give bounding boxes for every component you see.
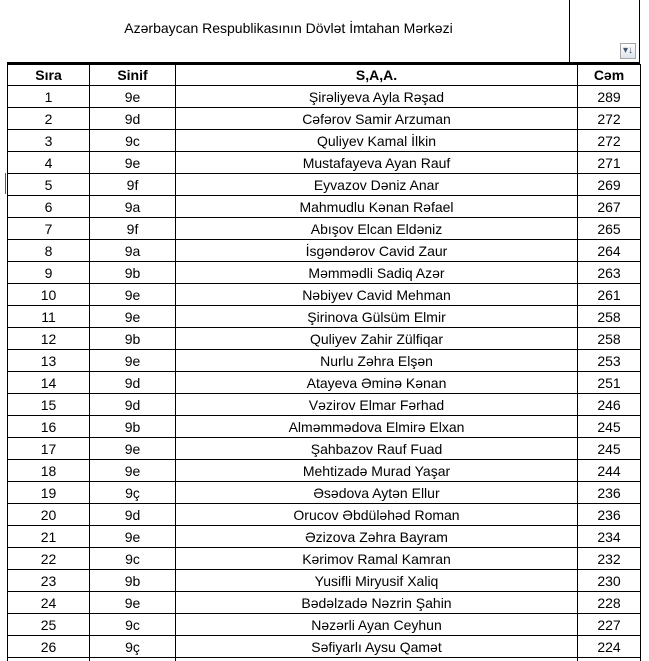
cell-saa[interactable]: Əzizova Zəhra Bayram: [176, 526, 578, 548]
cell-cem[interactable]: 234: [578, 526, 641, 548]
cell-sinif[interactable]: 9d: [90, 372, 176, 394]
table-row: [8, 394, 641, 416]
cell-saa[interactable]: Nəzərli Ayan Ceyhun: [176, 614, 578, 636]
cell-sira[interactable]: 10: [8, 284, 90, 306]
cell-sira[interactable]: 20: [8, 504, 90, 526]
cell-sinif[interactable]: 9c: [90, 548, 176, 570]
cell-sira[interactable]: 3: [8, 130, 90, 152]
cell-cem[interactable]: 224: [578, 636, 641, 658]
cell-sinif[interactable]: 9e: [90, 86, 176, 108]
table-row: [8, 328, 641, 350]
cell-sinif[interactable]: 9a: [90, 240, 176, 262]
cell-cem[interactable]: 258: [578, 306, 641, 328]
table-row: [8, 196, 641, 218]
cell-sinif[interactable]: 9ç: [90, 636, 176, 658]
table-header-row: [8, 65, 641, 86]
cell-cem[interactable]: [578, 658, 641, 661]
cell-sinif[interactable]: 9c: [90, 130, 176, 152]
cell-sinif[interactable]: [90, 658, 176, 661]
cell-sinif[interactable]: 9d: [90, 394, 176, 416]
cell-sinif[interactable]: 9d: [90, 504, 176, 526]
cell-saa[interactable]: Abışov Elcan Eldəniz: [176, 218, 578, 240]
cell-cem[interactable]: 272: [578, 108, 641, 130]
table-row: [8, 416, 641, 438]
cell-cem[interactable]: 253: [578, 350, 641, 372]
cell-saa[interactable]: Səfiyarlı Aysu Qamət: [176, 636, 578, 658]
table-row: [8, 306, 641, 328]
column-header-saa[interactable]: S,A,A.: [176, 65, 578, 86]
cell-saa[interactable]: Alməmmədova Elmirə Elxan: [176, 416, 578, 438]
cell-cem[interactable]: 264: [578, 240, 641, 262]
cell-cem[interactable]: 261: [578, 284, 641, 306]
cell-cem[interactable]: 271: [578, 152, 641, 174]
table-row: [8, 262, 641, 284]
table-row: [8, 152, 641, 174]
cell-cem[interactable]: 245: [578, 416, 641, 438]
column-header-cem[interactable]: Cəm: [578, 65, 641, 86]
cell-saa[interactable]: Atayeva Əminə Kənan: [176, 372, 578, 394]
cell-cem[interactable]: 244: [578, 460, 641, 482]
cell-sira[interactable]: 11: [8, 306, 90, 328]
cell-saa[interactable]: Eyvazov Dəniz Anar: [176, 174, 578, 196]
cell-sinif[interactable]: 9e: [90, 438, 176, 460]
cell-cem[interactable]: 265: [578, 218, 641, 240]
cell-sira[interactable]: 8: [8, 240, 90, 262]
cell-saa[interactable]: Quliyev Kamal İlkin: [176, 130, 578, 152]
cell-sinif[interactable]: 9e: [90, 152, 176, 174]
cell-saa[interactable]: Mahmudlu Kənan Rəfael: [176, 196, 578, 218]
table-row: [8, 438, 641, 460]
cell-sira[interactable]: 13: [8, 350, 90, 372]
column-header-sira[interactable]: Sıra: [8, 65, 90, 86]
cell-sinif[interactable]: 9e: [90, 350, 176, 372]
cell-cem[interactable]: 236: [578, 482, 641, 504]
cell-cem[interactable]: 258: [578, 328, 641, 350]
cell-saa[interactable]: Nəbiyev Cavid Mehman: [176, 284, 578, 306]
table-row: [8, 86, 641, 108]
cell-saa[interactable]: Kərimov Ramal Kamran: [176, 548, 578, 570]
cell-sira[interactable]: 4: [8, 152, 90, 174]
table-row: [8, 482, 641, 504]
table-row: [8, 504, 641, 526]
cell-saa[interactable]: Orucov Əbdüləhəd Roman: [176, 504, 578, 526]
cell-sinif[interactable]: 9e: [90, 306, 176, 328]
cell-saa[interactable]: [176, 658, 578, 661]
cell-sira[interactable]: 19: [8, 482, 90, 504]
cell-saa[interactable]: Cəfərov Samir Arzuman: [176, 108, 578, 130]
cell-saa[interactable]: İsgəndərov Cavid Zaur: [176, 240, 578, 262]
cell-saa[interactable]: Nurlu Zəhra Elşən: [176, 350, 578, 372]
table-row-partial: [8, 658, 641, 661]
cell-sira[interactable]: 24: [8, 592, 90, 614]
cell-saa[interactable]: Şirəliyeva Ayla Rəşad: [176, 86, 578, 108]
cell-cem[interactable]: 228: [578, 592, 641, 614]
cell-sinif[interactable]: 9e: [90, 284, 176, 306]
table-row: [8, 350, 641, 372]
table-row: [8, 570, 641, 592]
cell-saa[interactable]: Şirinova Gülsüm Elmir: [176, 306, 578, 328]
cell-cem[interactable]: 263: [578, 262, 641, 284]
cell-saa[interactable]: Məmmədli Sadiq Azər: [176, 262, 578, 284]
cell-saa[interactable]: Yusifli Miryusif Xaliq: [176, 570, 578, 592]
column-header-sinif[interactable]: Sinif: [90, 65, 176, 86]
cell-sinif[interactable]: 9ç: [90, 482, 176, 504]
cell-sira[interactable]: 12: [8, 328, 90, 350]
table-row: [8, 174, 641, 196]
results-table: [7, 64, 641, 661]
cell-sira[interactable]: 9: [8, 262, 90, 284]
table-row: [8, 460, 641, 482]
sheet-right-margin: [641, 0, 649, 661]
table-row: [8, 614, 641, 636]
cell-cem[interactable]: 246: [578, 394, 641, 416]
cell-sinif[interactable]: 9b: [90, 262, 176, 284]
cell-sira[interactable]: 7: [8, 218, 90, 240]
cell-sira[interactable]: 18: [8, 460, 90, 482]
cell-sinif[interactable]: 9b: [90, 416, 176, 438]
cell-sinif[interactable]: 9b: [90, 328, 176, 350]
cell-cem[interactable]: 245: [578, 438, 641, 460]
cell-sinif[interactable]: 9a: [90, 196, 176, 218]
cell-sinif[interactable]: 9f: [90, 174, 176, 196]
cell-sira[interactable]: 5: [8, 174, 90, 196]
table-row: [8, 548, 641, 570]
cell-sira[interactable]: 23: [8, 570, 90, 592]
cell-saa[interactable]: Vəzirov Elmar Fərhad: [176, 394, 578, 416]
cell-cem[interactable]: 289: [578, 86, 641, 108]
cell-sira[interactable]: 22: [8, 548, 90, 570]
table-row: [8, 108, 641, 130]
cell-saa[interactable]: Quliyev Zahir Zülfiqar: [176, 328, 578, 350]
cell-sinif[interactable]: 9e: [90, 592, 176, 614]
cell-sinif[interactable]: 9e: [90, 526, 176, 548]
cell-sinif[interactable]: 9c: [90, 614, 176, 636]
cell-sira[interactable]: 14: [8, 372, 90, 394]
table-row: [8, 636, 641, 658]
cell-sira[interactable]: 16: [8, 416, 90, 438]
cell-sinif[interactable]: 9e: [90, 460, 176, 482]
cell-cem[interactable]: 227: [578, 614, 641, 636]
table-row: [8, 372, 641, 394]
cell-cem[interactable]: 269: [578, 174, 641, 196]
table-row: [8, 130, 641, 152]
cell-sira[interactable]: [8, 658, 90, 661]
table-row: [8, 284, 641, 306]
cell-cem[interactable]: 272: [578, 130, 641, 152]
cell-cem[interactable]: 230: [578, 570, 641, 592]
row-selection-marker: [5, 173, 6, 194]
cell-saa[interactable]: Bədəlzadə Nəzrin Şahin: [176, 592, 578, 614]
cell-sinif[interactable]: 9f: [90, 218, 176, 240]
cell-sira[interactable]: 17: [8, 438, 90, 460]
filter-dropdown-icon[interactable]: ▾↓: [620, 43, 636, 59]
cell-sira[interactable]: 2: [8, 108, 90, 130]
table-row: [8, 592, 641, 614]
cell-sira[interactable]: 21: [8, 526, 90, 548]
cell-sira[interactable]: 6: [8, 196, 90, 218]
cell-cem[interactable]: 251: [578, 372, 641, 394]
cell-saa[interactable]: Əsədova Aytən Ellur: [176, 482, 578, 504]
cell-sira[interactable]: 1: [8, 86, 90, 108]
cell-sira[interactable]: 25: [8, 614, 90, 636]
cell-saa[interactable]: Mustafayeva Ayan Rauf: [176, 152, 578, 174]
cell-sinif[interactable]: 9d: [90, 108, 176, 130]
cell-sira[interactable]: 26: [8, 636, 90, 658]
table-row: [8, 240, 641, 262]
table-row: [8, 218, 641, 240]
table-row: [8, 526, 641, 548]
cell-saa[interactable]: Mehtizadə Murad Yaşar: [176, 460, 578, 482]
header-title: Azərbaycan Respublikasının Dövlət İmtahan Mərkəzi: [124, 20, 453, 36]
cell-sinif[interactable]: 9b: [90, 570, 176, 592]
cell-saa[interactable]: Şahbazov Rauf Fuad: [176, 438, 578, 460]
cell-cem[interactable]: 232: [578, 548, 641, 570]
cell-cem[interactable]: 236: [578, 504, 641, 526]
cell-sira[interactable]: 15: [8, 394, 90, 416]
cell-cem[interactable]: 267: [578, 196, 641, 218]
